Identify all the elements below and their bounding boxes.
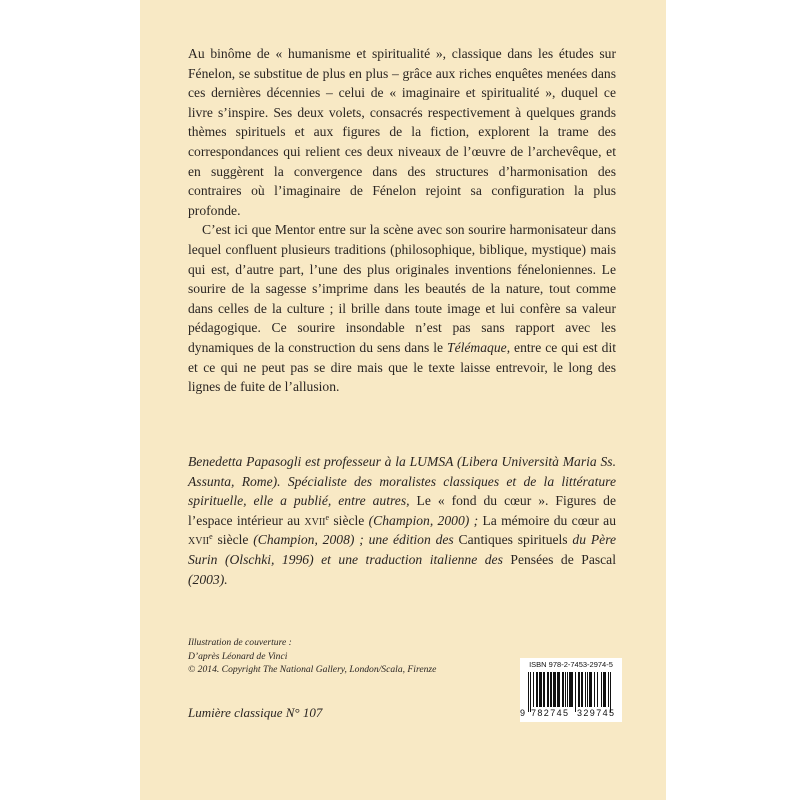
barcode-bar xyxy=(572,672,573,707)
book-title-fond-du-coeur: Le « fond du cœur ». Figures de l’espace intérieur au xyxy=(188,493,616,528)
barcode-bar xyxy=(540,672,541,707)
barcode-digit-group-left: 782745 xyxy=(531,708,570,718)
barcode-bar xyxy=(553,672,554,707)
century-superscript: e xyxy=(325,512,330,522)
isbn-label: ISBN 978-2-7453-2974-5 xyxy=(529,660,613,669)
barcode-bar xyxy=(548,672,549,707)
barcode-bar xyxy=(530,672,531,712)
barcode-bar xyxy=(571,672,572,707)
barcode-bar xyxy=(581,672,582,707)
barcode-bar xyxy=(559,672,560,707)
barcode-bar xyxy=(536,672,537,707)
barcode-bar xyxy=(570,672,571,707)
barcode-bar xyxy=(550,672,551,707)
barcode-bar xyxy=(537,672,538,707)
barcode-digit-group-right: 329745 xyxy=(577,708,616,718)
century-superscript: e xyxy=(209,532,213,542)
barcode-bar xyxy=(604,672,605,707)
barcode-bar xyxy=(554,672,555,707)
barcode-bar xyxy=(605,672,606,707)
barcode-bar xyxy=(562,672,563,707)
work-title-telemaque: Télémaque xyxy=(447,339,507,355)
barcode-bar xyxy=(610,672,611,712)
barcode-bar xyxy=(585,672,586,707)
barcode-bar xyxy=(578,672,579,707)
barcode-bar xyxy=(563,672,564,707)
barcode-bar xyxy=(539,672,540,707)
publisher-note-2008: (Champion, 2008) ; une édition des xyxy=(248,532,454,548)
credit-line-1: Illustration de couverture : xyxy=(188,637,292,648)
barcode-bar xyxy=(547,672,548,707)
publisher-note-1996: du Père Surin (Olschki, 1996) et une traduction italienne des xyxy=(188,532,617,567)
barcode-bar xyxy=(590,672,591,707)
barcode-bar xyxy=(558,672,559,707)
barcode-bar xyxy=(594,672,595,707)
credit-line-2: D’après Léonard de Vinci xyxy=(188,650,288,662)
book-title-cantiques: Cantiques spirituels xyxy=(453,532,568,548)
barcode-bar xyxy=(608,672,609,707)
barcode-bar xyxy=(569,672,570,707)
barcode-bar xyxy=(591,672,592,707)
summary-paragraph-2-end: , entre ce qui est dit et ce qui ne peut pas se dire mais que le texte laisse entrevoir, le long des lignes de fuite de l’allusion. xyxy=(188,339,616,395)
barcode-bar xyxy=(543,672,544,707)
bio-intro: Benedetta Papasogli est professeur à la LUMSA (Libera Università Maria Ss. Assunta, Rome). Spécialiste des moralistes classiques et de la littérature spirituelle, elle a publié, entre autres, xyxy=(188,454,616,509)
barcode-digits xyxy=(520,708,622,720)
barcode-bar xyxy=(579,672,580,707)
barcode-bar xyxy=(597,672,598,707)
book-title-pensees: Pensées de Pascal xyxy=(502,551,616,567)
summary-paragraph-1: Au binôme de « humanisme et spiritualité », classique dans les études sur Fénelon, se substitue de plus en plus – grâce aux riches enquêtes menées dans ces dernières décennies – celui de « imaginaire et spiritualité », duquel ce livre s’inspire. Ses deux volets, consacrés respectivement à quelques grands thèmes spirituels et aux figures de la fiction, explorent la trame des correspondances qui relient ces deux niveaux de l’œuvre de l’archevêque, et en suggèrent la convergence dans des structures d’harmonisation des contraires où l’imaginaire de Fénelon rejoint sa configuration la plus profonde. xyxy=(188,46,616,218)
book-title-end: siècle xyxy=(329,512,365,528)
book-title-end: siècle xyxy=(212,532,249,548)
credit-line-3: © 2014. Copyright The National Gallery, London/Scala, Firenze xyxy=(188,664,437,676)
publisher-note-2000: (Champion, 2000) ; xyxy=(364,512,479,528)
barcode-bar xyxy=(557,672,558,707)
barcode-bar xyxy=(589,672,590,707)
collection-label: Lumière classique N° 107 xyxy=(188,705,323,720)
cover-credits xyxy=(188,636,488,677)
author-bio xyxy=(188,452,616,589)
summary-paragraph-2 xyxy=(188,220,616,396)
barcode-digit-lead: 9 xyxy=(520,708,526,718)
barcode-bars xyxy=(524,672,618,712)
barcode-bar xyxy=(582,672,583,707)
barcode-bar xyxy=(587,672,588,707)
century-numeral: xvii xyxy=(188,532,210,548)
barcode-bar xyxy=(601,672,602,707)
barcode-bar xyxy=(555,672,556,707)
barcode-bar xyxy=(565,672,566,707)
barcode-bar xyxy=(551,672,552,707)
barcode-bar xyxy=(603,672,604,707)
book-title-memoire-du-coeur: La mémoire du cœur au xyxy=(478,512,616,528)
barcode-bar xyxy=(528,672,529,712)
barcode-bar xyxy=(544,672,545,707)
publisher-note-2003: (2003). xyxy=(188,571,228,587)
summary-paragraph-2-start: C’est ici que Mentor entre sur la scène avec son sourire harmonisateur dans lequel confluent plusieurs traditions (philosophique, biblique, mystique) mais qui est, d’autre part, l’une des plus originales inventions féneloniennes. Le sourire de la sagesse s’imprime dans les beautés de la nature, tout comme dans celles de la culture ; il brille dans toute image et lui confère sa valeur pédagogique. Ce sourire insondable n’est pas sans rapport avec les dynamiques de la construction du sens dans le xyxy=(188,222,616,355)
barcode-bar xyxy=(541,672,542,707)
isbn-barcode xyxy=(520,658,622,722)
barcode-bar xyxy=(567,672,568,707)
century-numeral: xvii xyxy=(304,512,326,528)
barcode-bar xyxy=(575,672,576,712)
summary-text xyxy=(188,44,616,397)
barcode-bar xyxy=(533,672,534,707)
